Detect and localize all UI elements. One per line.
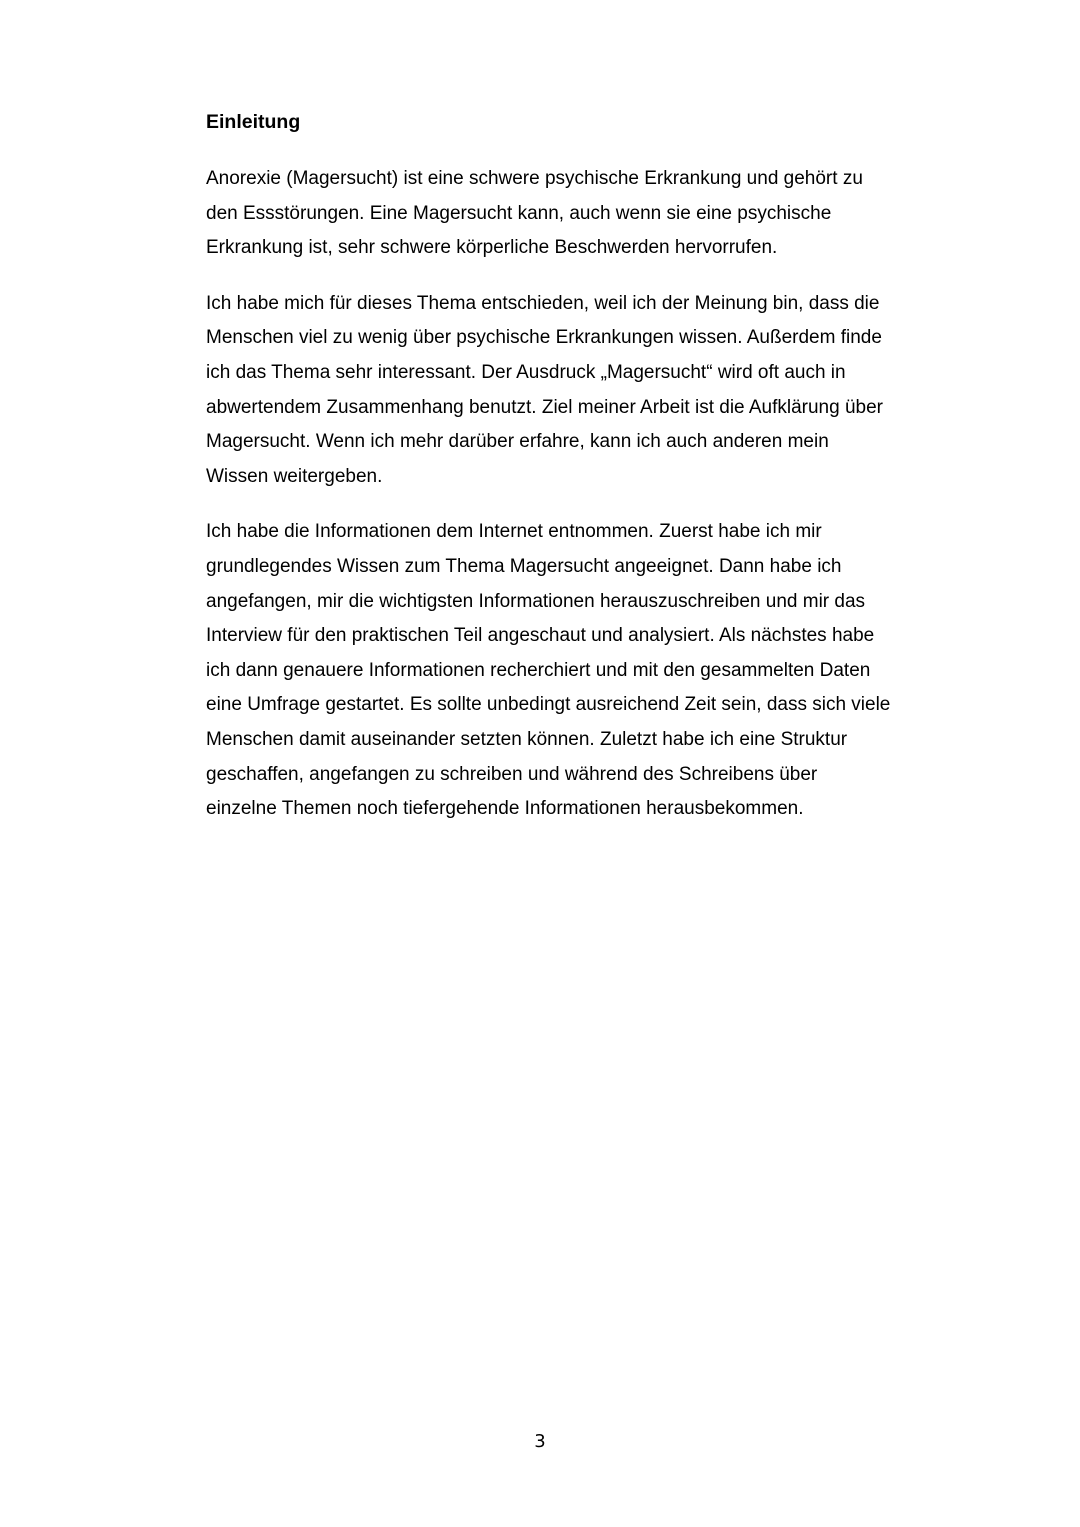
text-line: ich das Thema sehr interessant. Der Ausdruck „Magersucht“ wird oft auch in [206, 361, 846, 383]
text-line: abwertendem Zusammenhang benutzt. Ziel meiner Arbeit ist die Aufklärung über [206, 396, 883, 418]
text-line: angefangen, mir die wichtigsten Informationen herauszuschreiben und mir das [206, 590, 866, 612]
text-line: geschaffen, angefangen zu schreiben und während des Schreibens über [206, 763, 818, 785]
text-line: Erkrankung ist, sehr schwere körperliche Beschwerden hervorrufen. [206, 237, 778, 259]
text-line: Magersucht. Wenn ich mehr darüber erfahre, kann ich auch anderen mein [206, 431, 829, 453]
page-number: 3 [534, 1431, 546, 1452]
text-line: grundlegendes Wissen zum Thema Magersucht angeeignet. Dann habe ich [206, 555, 842, 577]
text-line: Ich habe mich für dieses Thema entschieden, weil ich der Meinung bin, dass die [206, 292, 880, 314]
text-line: eine Umfrage gestartet. Es sollte unbedingt ausreichend Zeit sein, dass sich viele [206, 694, 891, 716]
page-content [206, 108, 928, 848]
section-heading: Einleitung [206, 111, 301, 133]
text-line: Anorexie (Magersucht) ist eine schwere psychische Erkrankung und gehört zu [206, 168, 863, 189]
paragraph-motivation [206, 287, 928, 495]
text-line: Menschen viel zu wenig über psychische Erkrankungen wissen. Außerdem finde [206, 327, 882, 349]
text-line: den Essstörungen. Eine Magersucht kann, auch wenn sie eine psychische [206, 202, 832, 224]
paragraph-method [206, 515, 928, 826]
text-line: einzelne Themen noch tiefergehende Informationen herausbekommen. [206, 798, 804, 820]
text-line: Interview für den praktischen Teil angeschaut und analysiert. Als nächstes habe [206, 625, 875, 647]
text-line: Menschen damit auseinander setzten können. Zuletzt habe ich eine Struktur [206, 728, 848, 750]
paragraph-intro [206, 162, 928, 266]
text-line: ich dann genauere Informationen recherchiert und mit den gesammelten Daten [206, 659, 871, 681]
text-line: Ich habe die Informationen dem Internet entnommen. Zuerst habe ich mir [206, 521, 822, 543]
text-line: Wissen weitergeben. [206, 465, 383, 487]
